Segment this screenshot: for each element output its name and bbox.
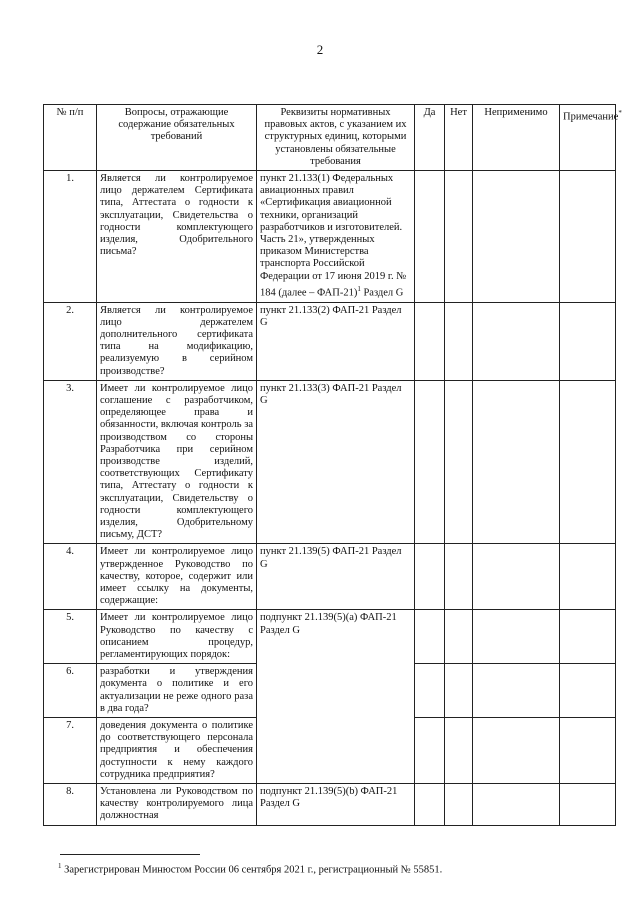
row-question: Имеет ли контролируемое лицо Руководство по качеству с описанием процедур, регламентирующих порядок: [97, 610, 257, 664]
row-question: доведения документа о политике до соответствующего персонала предприятия и обеспечения доступности к нему каждого сотрудника предприятия? [97, 718, 257, 784]
row-number: 4. [44, 544, 97, 610]
cell-not-applicable[interactable] [473, 171, 560, 303]
cell-no[interactable] [445, 544, 473, 610]
header-no: Нет [445, 105, 473, 171]
header-not-applicable: Неприменимо [473, 105, 560, 171]
footnote [58, 862, 442, 876]
footnote-divider [60, 854, 200, 855]
cell-yes[interactable] [415, 171, 445, 303]
cell-yes[interactable] [415, 380, 445, 544]
cell-note[interactable] [560, 784, 616, 826]
row-reference-text: пункт 21.133(1) Федеральных авиационных правил «Сертификация авиационной техники, организаций разработчиков и изготовителей. Часть 21», утвержденных приказом Министерства транспорта Российской Федерации от 17 июня 2019 г. № 184 (далее – ФАП-21) [260, 173, 407, 299]
cell-no[interactable] [445, 664, 473, 718]
row-question: Является ли контролируемое лицо держателем дополнительного сертификата типа на модификацию, реализуемую в серийном производстве? [97, 302, 257, 380]
cell-yes[interactable] [415, 718, 445, 784]
header-num: № п/п [44, 105, 97, 171]
header-note-marker: * [618, 109, 622, 117]
row-question: разработки и утверждения документа о политике и его актуализации не реже одного раза в два года? [97, 664, 257, 718]
table-row [44, 171, 616, 303]
footnote-ref-marker: 1 [357, 284, 361, 293]
footnote-text: Зарегистрирован Минюстом России 06 сентября 2021 г., регистрационный № 55851. [61, 864, 443, 876]
table-row [44, 610, 616, 664]
table-header-row [44, 105, 616, 171]
cell-note[interactable] [560, 302, 616, 380]
row-reference [257, 171, 415, 303]
cell-note[interactable] [560, 610, 616, 664]
page-number: 2 [316, 42, 324, 57]
requirements-checklist-table [43, 104, 622, 826]
header-note [560, 105, 622, 171]
cell-yes[interactable] [415, 664, 445, 718]
cell-no[interactable] [445, 171, 473, 303]
row-reference: пункт 21.139(5) ФАП-21 Раздел G [257, 544, 415, 610]
cell-not-applicable[interactable] [473, 664, 560, 718]
row-question: Является ли контролируемое лицо держателем Сертификата типа, Аттестата о годности к эксплуатации, Свидетельства о годности комплектующего изделия, Одобрительного письма? [97, 171, 257, 303]
row-question: Имеет ли контролируемое лицо соглашение с разработчиком, определяющее права и обязанности, включая контроль за производством со стороны Разработчика при серийном производстве изделий, соответствующих Сертификату типа, Аттестату о годности к эксплуатации, Свидетельству о годности комплектующего изделия, Одобрительному письму, ДСТ? [97, 380, 257, 544]
header-yes: Да [415, 105, 445, 171]
header-note-label: Примечание [563, 111, 619, 123]
cell-not-applicable[interactable] [473, 718, 560, 784]
row-number: 2. [44, 302, 97, 380]
row-reference: пункт 21.133(2) ФАП-21 Раздел G [257, 302, 415, 380]
row-number: 7. [44, 718, 97, 784]
cell-not-applicable[interactable] [473, 544, 560, 610]
cell-yes[interactable] [415, 610, 445, 664]
row-question: Имеет ли контролируемое лицо утвержденное Руководство по качеству, которое, содержит или имеет ссылку на документы, содержащие: [97, 544, 257, 610]
table-row [44, 380, 616, 544]
cell-no[interactable] [445, 784, 473, 826]
cell-no[interactable] [445, 380, 473, 544]
table-row [44, 784, 616, 826]
cell-not-applicable[interactable] [473, 302, 560, 380]
cell-note[interactable] [560, 380, 616, 544]
row-number: 1. [44, 171, 97, 303]
cell-not-applicable[interactable] [473, 380, 560, 544]
cell-not-applicable[interactable] [473, 610, 560, 664]
header-references: Реквизиты нормативных правовых актов, с указанием их структурных единиц, которыми установлены обязательные требования [257, 105, 415, 171]
cell-yes[interactable] [415, 302, 445, 380]
row-number: 5. [44, 610, 97, 664]
row-question: Установлена ли Руководством по качеству контролируемого лица должностная [97, 784, 257, 826]
cell-no[interactable] [445, 718, 473, 784]
table-row [44, 302, 616, 380]
cell-yes[interactable] [415, 784, 445, 826]
row-reference-tail: Раздел G [360, 287, 404, 299]
cell-note[interactable] [560, 718, 616, 784]
row-number: 3. [44, 380, 97, 544]
cell-yes[interactable] [415, 544, 445, 610]
table-row [44, 544, 616, 610]
header-questions: Вопросы, отражающие содержание обязательных требований [97, 105, 257, 171]
cell-note[interactable] [560, 664, 616, 718]
row-number: 8. [44, 784, 97, 826]
row-reference: подпункт 21.139(5)(a) ФАП-21 Раздел G [257, 610, 415, 784]
row-number: 6. [44, 664, 97, 718]
row-reference: подпункт 21.139(5)(b) ФАП-21 Раздел G [257, 784, 415, 826]
cell-no[interactable] [445, 610, 473, 664]
cell-note[interactable] [560, 544, 616, 610]
footnote-marker: 1 [58, 862, 62, 870]
cell-note[interactable] [560, 171, 616, 303]
cell-no[interactable] [445, 302, 473, 380]
cell-not-applicable[interactable] [473, 784, 560, 826]
row-reference: пункт 21.133(3) ФАП-21 Раздел G [257, 380, 415, 544]
